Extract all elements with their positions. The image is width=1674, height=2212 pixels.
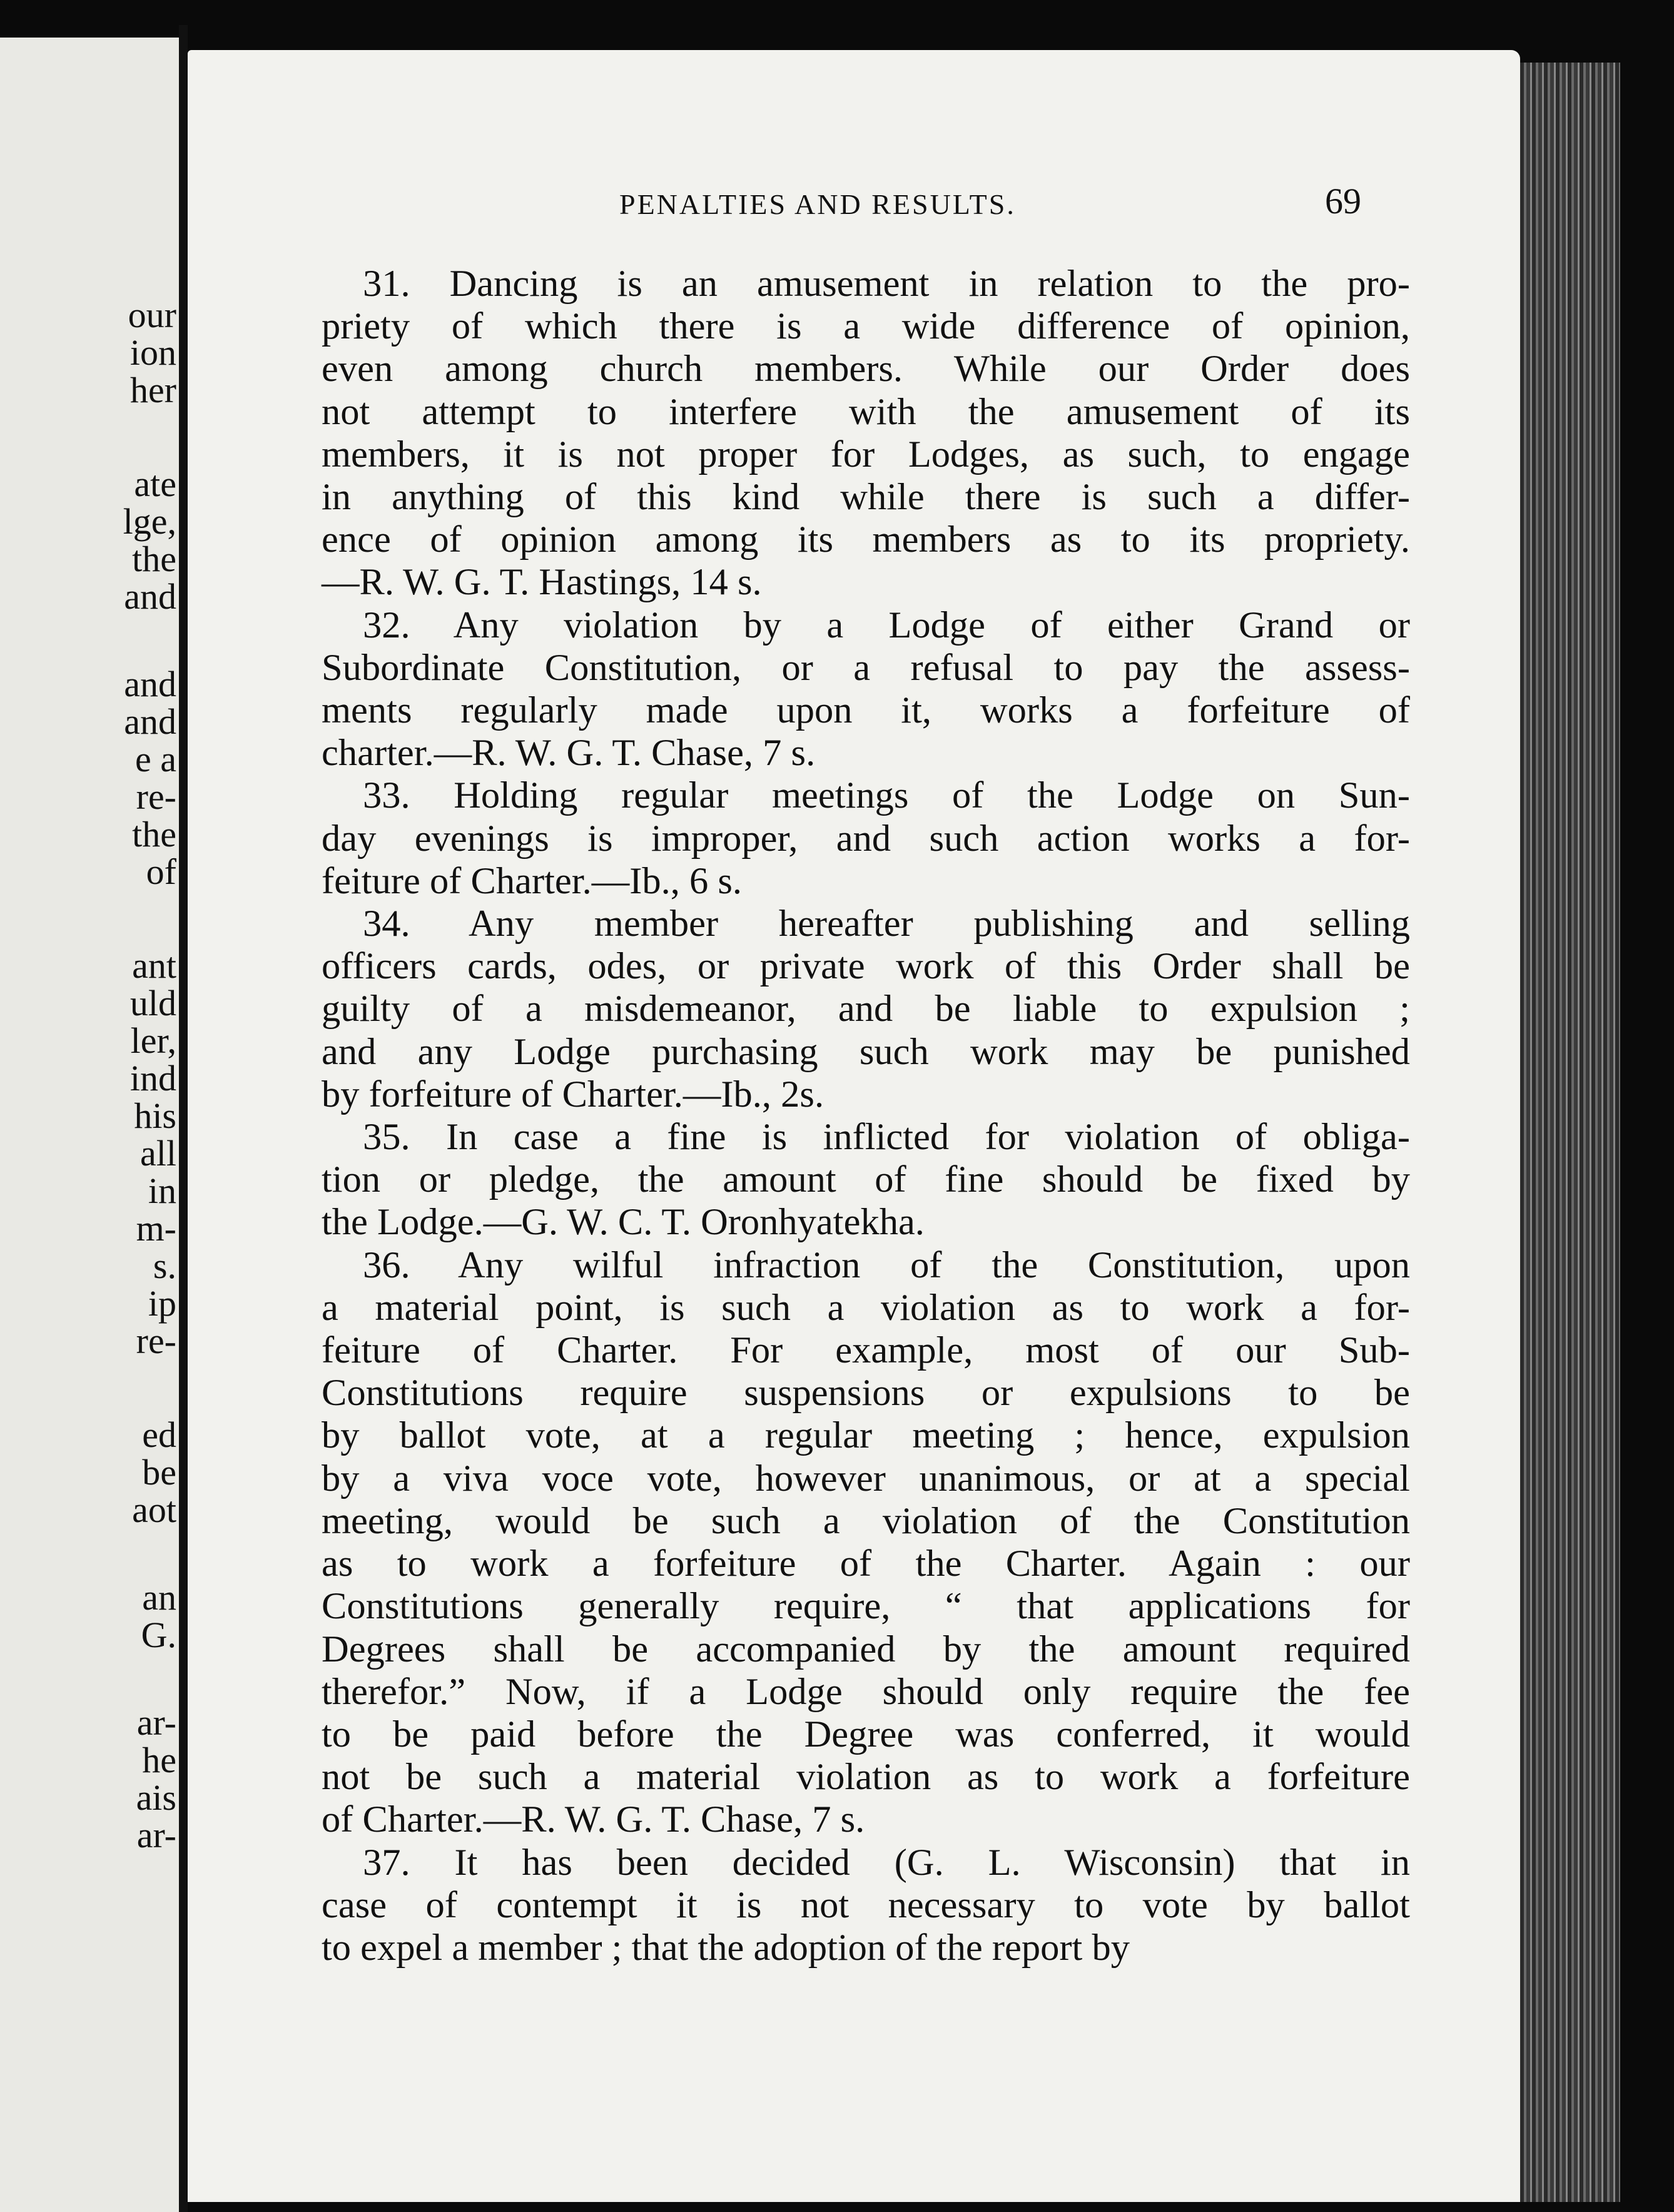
left-page-strip <box>0 38 188 2212</box>
text-line: and any Lodge purchasing such work may be punished <box>322 1030 1410 1073</box>
text-line: Degrees shall be accompanied by the amount required <box>322 1628 1410 1670</box>
left-page-fragment: her <box>129 370 176 410</box>
paragraph <box>322 1244 1410 1842</box>
left-page-fragment: ar- <box>136 1815 176 1855</box>
left-page-fragment: e a <box>135 739 176 779</box>
text-line: tion or pledge, the amount of fine should be fixed by <box>322 1159 1410 1201</box>
left-page-fragment: s. <box>153 1246 176 1286</box>
running-title: PENALTIES AND RESULTS. <box>619 188 1016 220</box>
text-line: feiture of Charter. For example, most of our Sub- <box>322 1329 1410 1372</box>
left-page-fragment: all <box>140 1133 176 1174</box>
text-line: case of contempt it is not necessary to vote by ballot <box>322 1884 1410 1926</box>
text-line: even among church members. While our Order does <box>322 348 1410 390</box>
text-line: 32. Any violation by a Lodge of either Grand or <box>363 604 1410 646</box>
text-line: as to work a forfeiture of the Charter. Again : our <box>322 1543 1410 1585</box>
left-page-fragment: lge, <box>123 501 176 542</box>
text-line: not attempt to interfere with the amusement of its <box>322 390 1410 433</box>
left-page-fragment: and <box>124 701 176 742</box>
left-page-fragment: of <box>146 851 176 892</box>
paragraph <box>322 1116 1410 1244</box>
page-number: 69 <box>1325 181 1361 221</box>
text-line: therefor.” Now, if a Lodge should only require the fee <box>322 1670 1410 1713</box>
left-page-fragment: his <box>134 1095 176 1136</box>
body-text <box>322 263 1410 1969</box>
left-page-fragment: ais <box>136 1777 176 1818</box>
left-page-fragment: ed <box>142 1414 176 1455</box>
paragraph <box>322 263 1410 604</box>
left-page-fragment: the <box>132 539 176 579</box>
text-line: ments regularly made upon it, works a forfeiture of <box>322 689 1410 732</box>
text-line: 35. In case a fine is inflicted for violation of obliga- <box>363 1116 1410 1159</box>
paragraph <box>322 774 1410 903</box>
left-page-fragment: ant <box>132 945 176 986</box>
left-page-fragment: m- <box>136 1208 176 1249</box>
text-line: in anything of this kind while there is such a differ- <box>322 476 1410 519</box>
left-page-fragment: G. <box>141 1615 176 1655</box>
left-page-fragment: ate <box>134 464 176 504</box>
left-page-fragment: and <box>124 576 176 617</box>
left-page-fragment: our <box>128 295 176 335</box>
text-line: meeting, would be such a violation of the Constitution <box>322 1499 1410 1542</box>
text-line: Constitutions generally require, “ that applications for <box>322 1585 1410 1628</box>
text-line: a material point, is such a violation as to work a for- <box>322 1286 1410 1329</box>
text-line: —R. W. G. T. Hastings, 14 s. <box>322 561 762 604</box>
text-line: 31. Dancing is an amusement in relation to the pro- <box>363 263 1410 305</box>
left-page-fragment: be <box>142 1452 176 1493</box>
left-page-fragment: the <box>132 814 176 855</box>
left-page-fragment: ind <box>129 1058 176 1098</box>
text-line: by a viva voce vote, however unanimous, or at a special <box>322 1457 1410 1499</box>
text-line: to be paid before the Degree was conferred, it would <box>322 1713 1410 1755</box>
left-page-fragment: ler, <box>130 1020 176 1061</box>
text-line: feiture of Charter.—Ib., 6 s. <box>322 860 743 902</box>
text-line: members, it is not proper for Lodges, as such, to engage <box>322 433 1410 475</box>
text-line: guilty of a misdemeanor, and be liable to expulsion ; <box>322 988 1410 1030</box>
left-page-fragment: ion <box>129 332 176 373</box>
text-line: 36. Any wilful infraction of the Constitution, upon <box>363 1244 1410 1286</box>
text-line: by ballot vote, at a regular meeting ; hence, expulsion <box>322 1414 1410 1457</box>
left-page-fragment: in <box>148 1170 176 1211</box>
left-page-fragment: re- <box>136 1321 176 1361</box>
text-line: day evenings is improper, and such action works a for- <box>322 817 1410 860</box>
text-line: priety of which there is a wide difference of opinion, <box>322 305 1410 348</box>
text-line: the Lodge.—G. W. C. T. Oronhyatekha. <box>322 1201 925 1244</box>
text-line: Subordinate Constitution, or a refusal to pay the assess- <box>322 646 1410 689</box>
text-line: by forfeiture of Charter.—Ib., 2s. <box>322 1073 824 1115</box>
page-edge <box>1520 63 1620 2202</box>
left-page-fragment: ip <box>148 1283 176 1324</box>
text-line: 33. Holding regular meetings of the Lodge on Sun- <box>363 774 1410 817</box>
text-line: to expel a member ; that the adoption of the report by <box>322 1926 1130 1969</box>
left-page-fragment: ar- <box>136 1702 176 1743</box>
left-page-fragment: uld <box>129 983 176 1023</box>
paragraph <box>322 1842 1410 1970</box>
text-line: not be such a material violation as to work a forfeiture <box>322 1756 1410 1799</box>
text-line: ence of opinion among its members as to its propriety. <box>322 519 1410 561</box>
text-line: 37. It has been decided (G. L. Wisconsin) that in <box>363 1841 1410 1884</box>
paragraph <box>322 903 1410 1116</box>
left-page-fragment: an <box>142 1577 176 1618</box>
paragraph <box>322 604 1410 775</box>
text-line: Constitutions require suspensions or expulsions to be <box>322 1372 1410 1414</box>
binding-gutter <box>179 25 188 2212</box>
left-page-fragment: and <box>124 664 176 704</box>
text-line: 34. Any member hereafter publishing and selling <box>363 903 1410 945</box>
text-line: officers cards, odes, or private work of this Order shall be <box>322 945 1410 988</box>
left-page-fragment: aot <box>132 1489 176 1530</box>
text-line: charter.—R. W. G. T. Chase, 7 s. <box>322 732 816 774</box>
left-page-fragment: he <box>142 1740 176 1780</box>
text-line: of Charter.—R. W. G. T. Chase, 7 s. <box>322 1799 865 1841</box>
left-page-fragment: re- <box>136 776 176 817</box>
